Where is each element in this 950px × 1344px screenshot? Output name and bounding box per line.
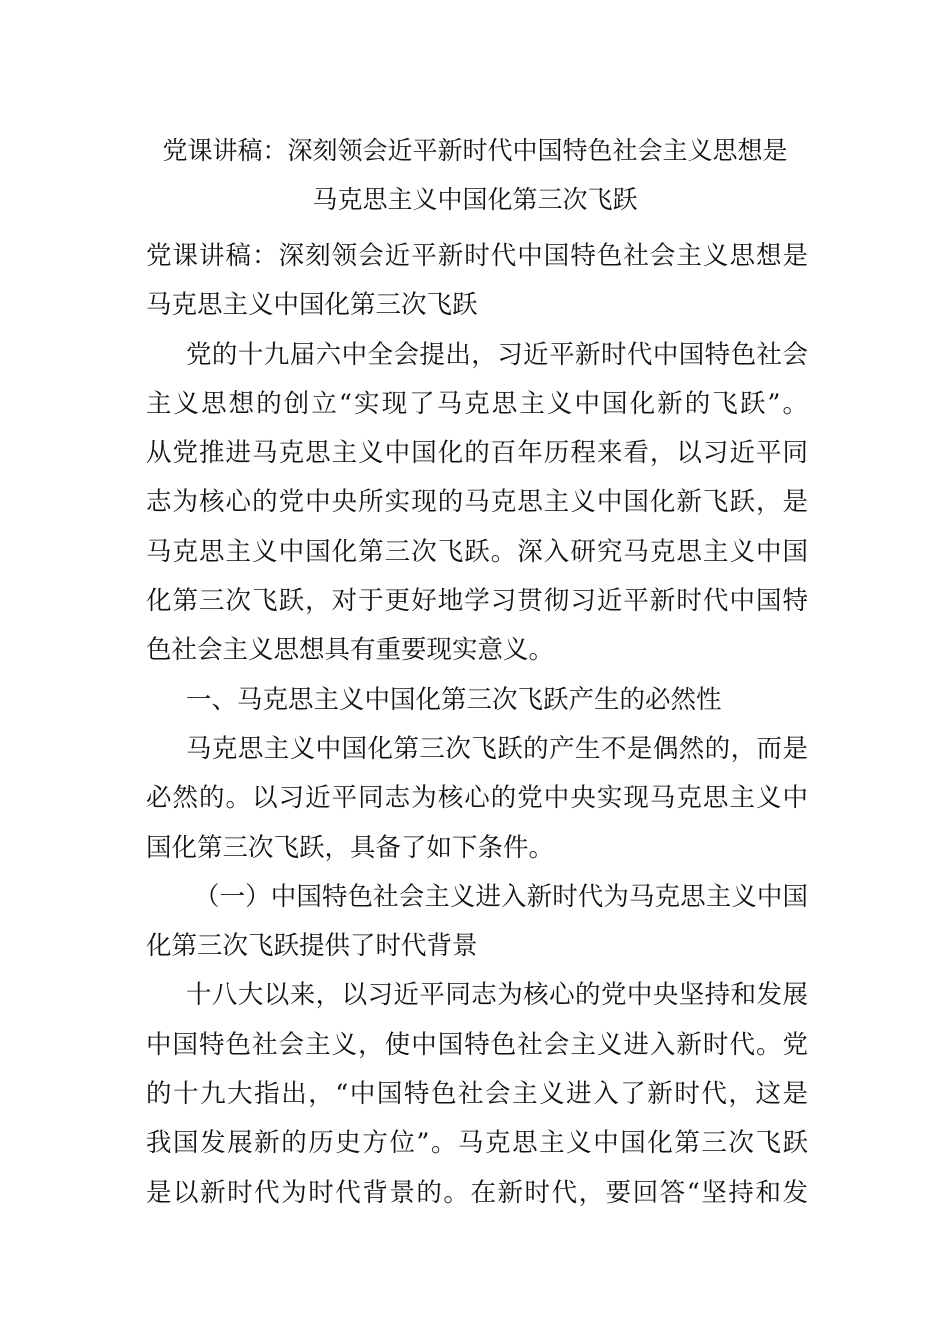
body-line: 是以新时代为时代背景的。在新时代，要回答“坚持和发 (146, 1177, 808, 1208)
subsection-heading-continued: 化第三次飞跃提供了时代背景 (146, 931, 478, 962)
body-line: 我国发展新的历史方位”。马克思主义中国化第三次飞跃 (146, 1128, 808, 1159)
body-line: 志为核心的党中央所实现的马克思主义中国化新飞跃，是 (146, 487, 808, 518)
body-line: 马克思主义中国化第三次飞跃。深入研究马克思主义中国 (146, 536, 808, 567)
body-line: 化第三次飞跃，对于更好地学习贯彻习近平新时代中国特 (146, 586, 808, 617)
body-line: 中国特色社会主义，使中国特色社会主义进入新时代。党 (146, 1029, 808, 1060)
subsection-heading: （一）中国特色社会主义进入新时代为马克思主义中国 (194, 881, 808, 912)
body-line: 从党推进马克思主义中国化的百年历程来看，以习近平同 (146, 438, 808, 469)
body-line: 色社会主义思想具有重要现实意义。 (146, 635, 555, 666)
body-line: 马克思主义中国化第三次飞跃 (146, 290, 478, 321)
body-line: 党课讲稿：深刻领会近平新时代中国特色社会主义思想是 (146, 241, 808, 271)
paragraph-start-line: 党的十九届六中全会提出，习近平新时代中国特色社会 (186, 339, 808, 370)
document-title-line-1: 党课讲稿：深刻领会近平新时代中国特色社会主义思想是 (162, 136, 788, 165)
document-title-line-2: 马克思主义中国化第三次飞跃 (312, 185, 638, 214)
paragraph-start-line: 十八大以来，以习近平同志为核心的党中央坚持和发展 (186, 980, 808, 1011)
body-line: 主义思想的创立“实现了马克思主义中国化新的飞跃”。 (146, 388, 808, 419)
body-line: 的十九大指出，“中国特色社会主义进入了新时代，这是 (146, 1079, 808, 1110)
body-line: 国化第三次飞跃，具备了如下条件。 (146, 832, 555, 863)
paragraph-start-line: 马克思主义中国化第三次飞跃的产生不是偶然的，而是 (186, 733, 808, 764)
section-heading: 一、马克思主义中国化第三次飞跃产生的必然性 (186, 684, 722, 715)
body-line: 必然的。以习近平同志为核心的党中央实现马克思主义中 (146, 783, 808, 814)
document-body (146, 232, 808, 1218)
